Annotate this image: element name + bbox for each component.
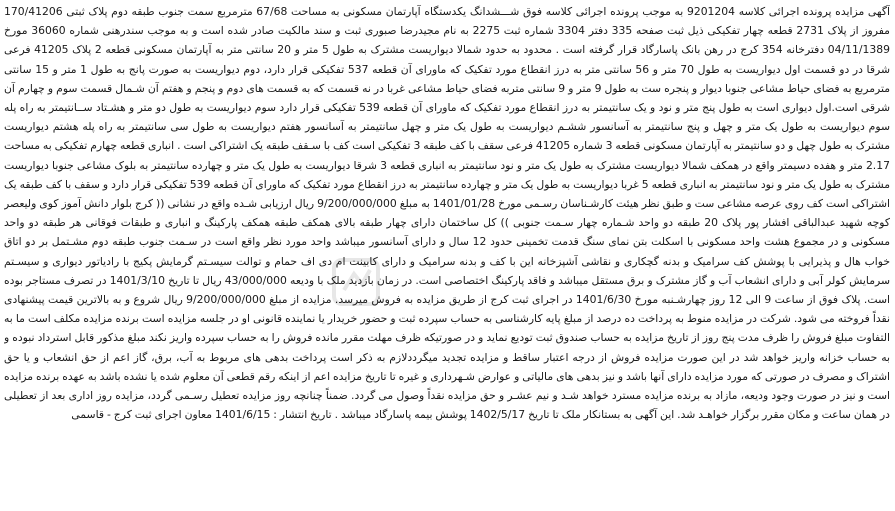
auction-notice-text: آگهی مزایده پرونده اجرائی کلاسه 9201204 به موجب پرونده اجرائی کلاسه فوق شـــشدانگ یکدستگاه آپارتمان مسکونی به مساحت 67/68 مترمربع سمت جنوب طبقه دوم پلاک ثبتی 170/41206 مفروز از پلاک 2731 قطعه چهار تفکیکی ذیل ثبت صفحه 335 دفتر 3304 شماره ثبت 2275 به نام مجیدرضا صبوری ثبت و سند مالکیت صادر شده است و به موجب سندرهنی شماره 36060 مورخ 04/11/1389 دفترخانه 354 کرج در رهن بانک پاسارگاد قرار گرفته است . محدود به حدود شمالا دیواریست مشترک به طول 5 متر و 20 سانتی متر به آپارتمان مسکونی قطعه 2 پلاک 41205 فرعی شرقا در دو قسمت اول دیواریست به طول 70 متر و 56 سانتی متر به درز انقطاع مورد تفکیک که ماورای آن قطعه 537 تفکیکی قرار دارد، دوم دیواریست به صورت پانج به طول 1 متر و 15 سانتی مترمربع به فضای حیاط مشاعی جنوبا دیوار و پنجره ست به طول 9 متر و 9 سانتی متربه فضای حیاط مشاعی غربا در نه قسمت که به قسمت های دوم و پنجم و هفتم آن شـمال قسمت سوم و چهارم آن شرقی است.اول دیواری است به طول پنج متر و نود و یک سانتیمتر به درز انقطاع مورد تفکیک که ماورای آن قطعه 539 تفکیکی قرار دارد سوم دیواریست به طول دو متر و هشـتاد ســانتیمتر به راه پله سوم دیواریست به طول یک متر و چهل و پنج سانتیمتر به آسانسور ششـم دیواریست به طول یک متر و چهل سانتیمتر به آسانسور هفتم دیواریست به طول سی سانتیمتر به راه پله هشتم دیواریست مشترک به طول چهل و دو سانتیمتر به آپارتمان مسکونی قطعه 3 شماره 41205 فرعی سقف با کف طبقه 3 تفکیکی است کف با سـقف طبقه یک اشتراکی است . انباری قطعه چهارم تفکیکی به مساحت 2.17 متر و هفده دسیمتر واقع در همکف شمالا دیواریست مشترک به طول یک متر و نود سانتیمتر به انباری قطعه 3 شرقا دیواریست به طول یک متر و چهارده سانتیمتر به بلوک مشاعی جنوبا دیواریست مشترک به طول یک متر و نود سانتیمتر به انباری قطعه 5 غربا دیواریست به طول یک متر و چهارده سانتیمتر به درز انقطاع مورد تفکیک که ماورای آن قطعه 539 تفکیکی قرار دارد و سقف با کف طبقه یک اشتراکی است کف روی عرصه مشاعی ست و طبق نظر هیئت کارشـناسان رسـمی مورخ 1401/01/28 به مبلغ 9/200/000/000 ریال ارزیابی شـده واقع در نشانی (( کرج بلوار دانش آموز کوی ولیعصر کوچه شهید عبدالباقی افشار پور پلاک 20 طبقه دو واحد شـماره چهار سـمت جنوبی )) کل ساختمان دارای چهار طبقه بالای همکف طبقه همکف پارکینگ و انباری و طبقات فوقانی هر طبقه دو واحد مسکونی و در مجموع هشت واحد مسکونی با اسکلت بتن نمای سنگ قدمت تخمینی حدود 12 سال و دارای آسانسور میباشد واحد مورد نظر واقع است در سـمت جنوب طبقه دوم مشـتمل بر دو اتاق خواب هال و پذیرایی با پوشش کف سرامیک و بدنه گچکاری و نقاشی آشپزخانه این با کف و بدنه سرامیک و دارای کابینت ام دی اف حمام و توالت سیسـتم گرمایش پکیج با رادیاتور دیواری و سیسـتم سرمایش کولر آبی و دارای انشعاب آب و گاز مشترک و برق مستقل میباشد و فاقد پارکینگ اختصاصی است. در زمان بازدید ملک با ودیعه 43/000/000 ریال تا تاریخ 1401/3/10 در تصرف مستاجر بوده است. پلاک فوق از ساعت 9 الی 12 روز چهارشـنبه مورخ 1401/6/30 در اجرای ثبت کرج از طریق مزایده به فروش میرسد. مزایده از مبلغ 9/200/000/000 ریال شروع و به بالاترین قیمت پیشنهادی نقداً فروخته می شود. شرکت در مزایده منوط به پرداخت ده درصد از مبلغ پایه کارشناسی به حساب سپرده ثبت و حضور خریدار یا نماینده قانونی او در جلسه مزایده است برنده مزایده مکلف است ما به التفاوت مبلغ فروش را ظرف مدت پنج روز از تاریخ مزایده به حساب صندوق ثبت تودیع نماید و در صورتیکه ظرف مهلت مقرر مانده فروش را به حساب سپرده واریز نکند مبلغ مذکور قابل استرداد نبوده و به حساب خزانه واریز خواهد شد در این صورت مزایده فروش از درجه اعتبار ساقط و مزایده تجدید میگرددلازم به ذکر است پرداخت بدهی های مربوط به آب، برق، گاز اعم از حق انشعاب و یا حق اشتراک و مصرف در صورتی که مورد مزایده دارای آنها باشد و نیز بدهی های مالیاتی و عوارض شـهرداری و غیره تا تاریخ مزایده اعم از اینکه رقم قطعی آن معلوم شده یا نشده باشد به عهده برنده مزایده است و نیز در صورت وجود ودیعه، مازاد به برنده مزایده مسترد خواهد شـد و نیم عشـر و حق مزایده نقداً وصول می گردد. ضمناً چنانچه روز مزایده تعطیل رسـمی گردد، مزایده روز اداری بعد از تعطیلی در همان ساعت و مکان مقرر برگزار خواهـد شد. این آگهی به بستانکار ملک تا تاریخ 1402/5/17 پوشش بیمه پاسارگاد میباشد . تاریخ انتشار : 1401/6/15 معاون اجرای ثبت کرج - قاسمی	[4, 5, 890, 422]
